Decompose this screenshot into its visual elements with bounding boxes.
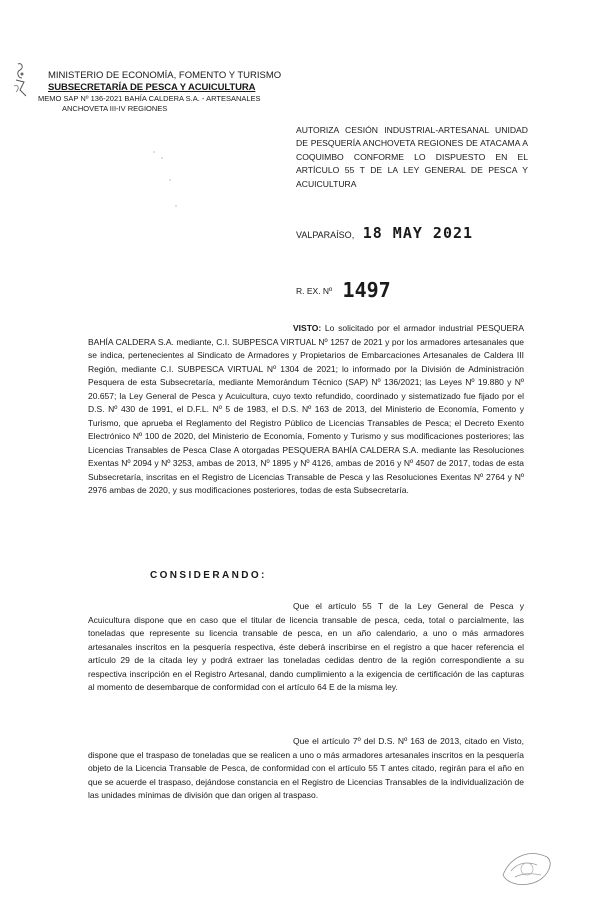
resolution-title: AUTORIZA CESIÓN INDUSTRIAL-ARTESANAL UNIDAD DE PESQUERÍA ANCHOVETA REGIONES DE ATACAMA A COQUIMBO CONFORME LO DISPUESTO EN EL ARTÍCULO 55 T DE LA LEY GENERAL DE PESCA Y ACUICULTURA [296, 125, 528, 189]
resolution-number-value: 1497 [342, 278, 391, 302]
considerando-paragraph-2: Que el artículo 7º del D.S. Nº 163 de 2013, citado en Visto, dispone que el traspaso de toneladas que se realicen a uno o más armadores artesanales inscritos en la pesquería objeto de la Licencia Transable de Pesca, de conformidad con el artículo 55 T antes citado, regirán para el año en que se acuerde el traspaso, dejándose constancia en el Registro de Licencias Transables de la individualización de las unidades mínimas de división que dan origen al traspaso. [88, 736, 524, 800]
resolution-number [296, 278, 391, 302]
date-stamp: 18 MAY 2021 [362, 224, 474, 242]
considerando-heading: CONSIDERANDO: [150, 570, 267, 581]
ministry-name: MINISTERIO DE ECONOMÍA, FOMENTO Y TURISMO [48, 70, 282, 81]
visto-section [88, 322, 524, 498]
resolution-label: R. EX. Nº [296, 286, 333, 296]
species-reference: ANCHOVETA III-IV REGIONES [62, 104, 168, 113]
subsecretaria-name: SUBSECRETARÍA DE PESCA Y ACUICULTURA [48, 82, 256, 93]
place-name: VALPARAÍSO, [296, 230, 355, 240]
letterhead [38, 70, 328, 114]
considerando-paragraph-1: Que el artículo 55 T de la Ley General de Pesca y Acuicultura dispone que en caso que el titular de licencia transable de pesca, ceda, total o parcialmente, las toneladas que represente su licencia transable de pesca, en un año calendario, a uno o más armadores artesanales inscritos en la pesquería respectiva, éste deberá inscribirse en el registro a que hacer referencia el artículo 29 de la citada ley y podrá extraer las toneladas cedidas dentro de la región correspondiente a su respectiva inscripción en el Registro Artesanal, dando cumplimiento a la exigencia de certificación de las capturas al momento de desembarque de conformidad con el artículo 64 E de la misma ley. [88, 601, 524, 692]
visto-label: VISTO: [293, 323, 322, 333]
memo-reference: MEMO SAP Nº 136-2021 BAHÍA CALDERA S.A. - ARTESANALES [38, 94, 261, 103]
ministry-logo-icon [10, 60, 36, 100]
signature-seal-icon [497, 845, 557, 891]
faint-background-marks-icon [150, 150, 180, 210]
dateline [296, 224, 473, 242]
visto-text: Lo solicitado por el armador industrial PESQUERA BAHÍA CALDERA S.A. mediante, C.I. SUBPESCA VIRTUAL Nº 1257 de 2021 y por los armadores artesanales que se indica, pertenecientes al Sindicato de Armadores y Propietarios de Embarcaciones Artesanales de Caldera III Región, mediante C.I. SUBPESCA VIRTUAL Nº 1304 de 2021; lo informado por la División de Administración Pesquera de esta Subsecretaría, mediante Memorándum Técnico (SAP) Nº 136/2021; las Leyes Nº 19.880 y Nº 20.657; la Ley General de Pesca y Acuicultura, cuyo texto refundido, coordinado y sistematizado fue fijado por el D.S. Nº 430 de 1991, el D.F.L. Nº 5 de 1983, el D.S. Nº 163 de 2013, del Ministerio de Economía, Fomento y Turismo, que aprueba el Reglamento del Registro Público de Licencias Transables de Pesca; el Decreto Exento Electrónico Nº 100 de 2020, del Ministerio de Economía, Fomento y Turismo y sus modificaciones posteriores; las Licencias Transables de Pesca Clase A otorgadas PESQUERA BAHÍA CALDERA S.A. mediante las Resoluciones Exentas Nº 2094 y Nº 3253, ambas de 2013, Nº 1895 y Nº 4126, ambas de 2016 y Nº 4507 de 2017, todas de esta Subsecretaría, inscritas en el Registro de Licencias Transable de Pesca y las Resoluciones Exentas Nº 2764 y Nº 2976 ambas de 2020, y sus modificaciones posteriores, todas de esta Subsecretaría. [88, 323, 524, 495]
